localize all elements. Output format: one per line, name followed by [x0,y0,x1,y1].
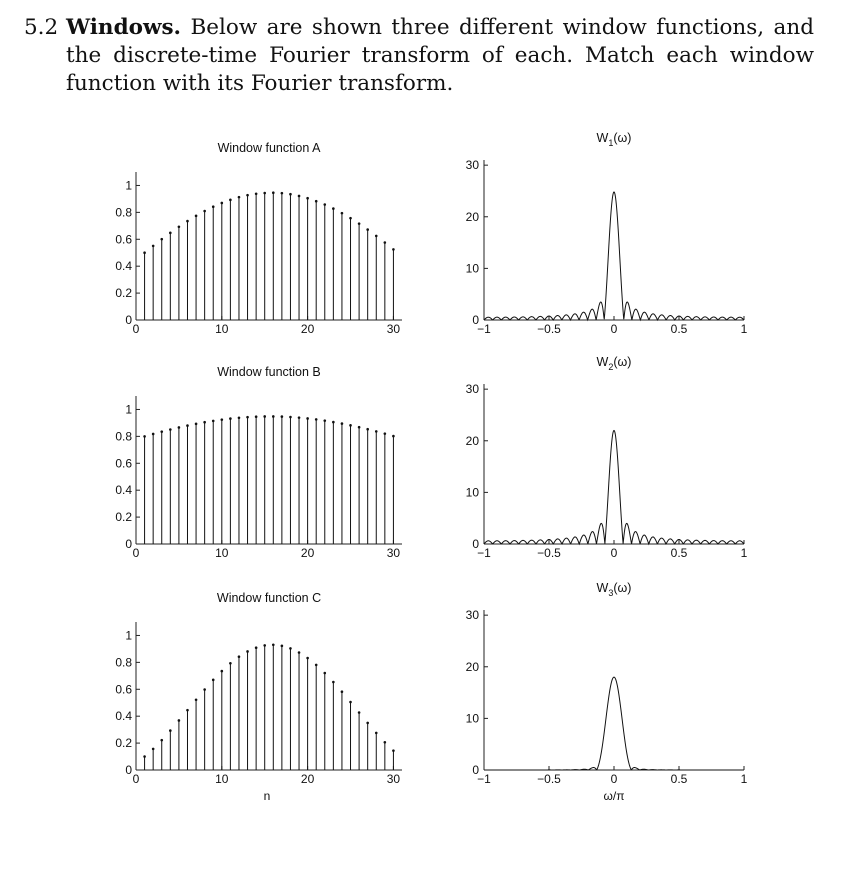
y-tick-label: 0 [125,313,132,327]
x-tick-label: −0.5 [537,322,561,336]
stem-marker [152,245,155,248]
y-tick-label: 0.4 [115,709,132,724]
stem-marker [289,193,292,196]
stem-marker [143,435,146,438]
x-tick-label: 0 [610,772,618,786]
stem-marker [178,426,181,429]
stem-marker [186,220,189,223]
stem-marker [169,428,172,431]
stem-marker [195,423,198,426]
stem-marker [341,212,344,215]
stem-marker [255,192,258,195]
chart-title [597,355,632,372]
stem-marker [246,416,249,419]
stem-marker [315,418,318,421]
title-main: W [596,581,609,595]
x-tick-label: 0 [132,322,140,336]
y-tick-label: 1 [125,402,132,417]
stem-marker [221,418,224,421]
x-tick-label: 0.5 [670,322,688,336]
x-tick-label: 0.5 [670,772,688,786]
stem-marker [349,424,352,427]
stem-marker [384,432,387,435]
x-axis-label: ω/π [603,789,625,803]
x-tick-label: 10 [215,772,229,786]
x-tick-label: 0 [132,772,140,786]
chart-title [597,581,632,598]
x-tick-label: −0.5 [537,772,561,786]
y-tick-label: 10 [465,485,479,500]
stem-marker [186,709,189,712]
stem-marker [281,645,284,648]
stem-marker [306,197,309,200]
y-tick-label: 0 [125,763,132,777]
y-tick-label: 10 [465,261,479,276]
stem-marker [195,215,198,218]
stem-marker [212,420,215,423]
stem-marker [238,196,241,199]
x-axis-label: n [263,789,271,803]
y-tick-label: 20 [465,433,479,448]
stem-marker [298,195,301,198]
x-tick-label: 20 [300,322,315,336]
stem-chart-0 [115,141,402,336]
stem-marker [229,199,232,202]
y-tick-label: 0.6 [115,456,132,471]
x-tick-label: 0 [610,322,618,336]
stem-marker [306,417,309,420]
stem-marker [212,679,215,682]
stem-marker [169,729,172,732]
stem-marker [315,200,318,203]
stem-marker [375,235,378,238]
y-tick-label: 0.2 [115,510,132,525]
stem-marker [186,424,189,427]
stem-marker [332,681,335,684]
x-tick-label: 1 [740,322,748,336]
spectrum-curve [484,677,744,770]
stem-marker [160,430,163,433]
y-tick-label: 0 [472,763,479,777]
y-tick-label: 1 [125,178,132,193]
stem-chart-2 [115,365,402,560]
problem-number: 5.2 [24,15,59,40]
title-suffix: (ω) [613,581,632,595]
x-tick-label: 10 [215,322,229,336]
y-tick-label: 0.4 [115,483,132,498]
stem-marker [349,701,352,704]
x-tick-label: −1 [477,772,491,786]
stem-marker [281,192,284,195]
title-main: W [596,355,609,369]
chart-title: Window function C [216,591,322,605]
stem-marker [358,222,361,225]
stem-marker [366,428,369,431]
title-suffix: (ω) [613,355,632,369]
y-tick-label: 0.2 [115,286,132,301]
stem-marker [160,739,163,742]
stem-marker [289,416,292,419]
stem-marker [392,435,395,438]
stem-marker [323,672,326,675]
stem-marker [349,217,352,220]
spectrum-curve [484,192,744,320]
title-subscript: 2 [608,362,614,372]
stem-marker [263,192,266,195]
y-tick-label: 0 [472,313,479,327]
y-tick-label: 0.2 [115,736,132,751]
y-tick-label: 10 [465,711,479,726]
stem-marker [178,719,181,722]
spectrum-chart-5 [466,581,748,803]
y-tick-label: 0.4 [115,259,132,274]
stem-marker [272,191,275,194]
y-tick-label: 0.8 [115,655,132,670]
stem-marker [392,248,395,251]
y-tick-label: 0.6 [115,682,132,697]
stem-marker [392,749,395,752]
x-tick-label: 1 [740,772,748,786]
stem-marker [323,203,326,206]
x-tick-label: 10 [215,546,229,560]
stem-marker [272,415,275,418]
stem-marker [298,651,301,654]
stem-marker [152,748,155,751]
stem-marker [341,422,344,425]
x-tick-label: 1 [740,546,748,560]
problem-title: Windows. [66,15,182,40]
stem-marker [263,415,266,418]
stem-marker [152,433,155,436]
title-suffix: (ω) [613,131,632,145]
x-tick-label: −0.5 [537,546,561,560]
x-tick-label: 30 [386,322,401,336]
stem-marker [375,430,378,433]
y-tick-label: 30 [465,382,479,397]
x-tick-label: 20 [300,546,315,560]
stem-marker [306,657,309,660]
stem-marker [238,416,241,419]
problem-text: Below are shown three different window functions, and the discrete-time Fourier transform of each. Match each window function with its Fourier transform. [66,15,814,96]
stem-marker [366,722,369,725]
stem-marker [289,647,292,650]
y-tick-label: 0.6 [115,232,132,247]
stem-marker [143,251,146,254]
stem-marker [341,690,344,693]
y-tick-label: 20 [465,659,479,674]
stem-marker [298,416,301,419]
x-tick-label: 30 [386,772,401,786]
stem-marker [246,650,249,653]
stem-marker [332,421,335,424]
chart-title [597,131,632,148]
x-tick-label: 20 [300,772,315,786]
stem-marker [203,421,206,424]
x-tick-label: 0 [610,546,618,560]
stem-marker [384,741,387,744]
stem-marker [229,662,232,665]
x-tick-label: −1 [477,322,491,336]
title-subscript: 3 [608,588,614,598]
stem-marker [366,228,369,231]
chart-title: Window function B [217,365,321,379]
x-tick-label: −1 [477,546,491,560]
stem-marker [255,646,258,649]
x-tick-label: 0.5 [670,546,688,560]
stem-chart-4 [115,591,402,803]
stem-marker [178,225,181,228]
stem-marker [212,205,215,208]
stem-marker [332,207,335,210]
y-tick-label: 0.8 [115,429,132,444]
stem-marker [246,194,249,197]
stem-marker [281,415,284,418]
stem-marker [160,238,163,241]
y-tick-label: 20 [465,209,479,224]
stem-marker [203,688,206,691]
chart-title: Window function A [217,141,321,155]
y-tick-label: 0 [125,537,132,551]
stem-marker [169,232,172,235]
y-tick-label: 1 [125,628,132,643]
stem-marker [315,664,318,667]
stem-marker [272,643,275,646]
stem-marker [195,698,198,701]
y-tick-label: 0.8 [115,205,132,220]
stem-marker [255,415,258,418]
stem-marker [143,755,146,758]
stem-marker [221,202,224,205]
stem-marker [263,644,266,647]
spectrum-chart-3 [466,355,748,560]
stem-marker [375,732,378,735]
stem-marker [358,711,361,714]
stem-marker [221,670,224,673]
stem-marker [203,210,206,213]
y-tick-label: 0 [472,537,479,551]
spectrum-chart-1 [466,131,748,336]
stem-marker [323,419,326,422]
stem-marker [229,417,232,420]
x-tick-label: 30 [386,546,401,560]
stem-marker [384,241,387,244]
stem-marker [238,655,241,658]
y-tick-label: 30 [465,158,479,173]
title-main: W [596,131,609,145]
stem-marker [358,426,361,429]
y-tick-label: 30 [465,608,479,623]
title-subscript: 1 [608,138,614,148]
x-tick-label: 0 [132,546,140,560]
spectrum-curve [484,430,744,544]
